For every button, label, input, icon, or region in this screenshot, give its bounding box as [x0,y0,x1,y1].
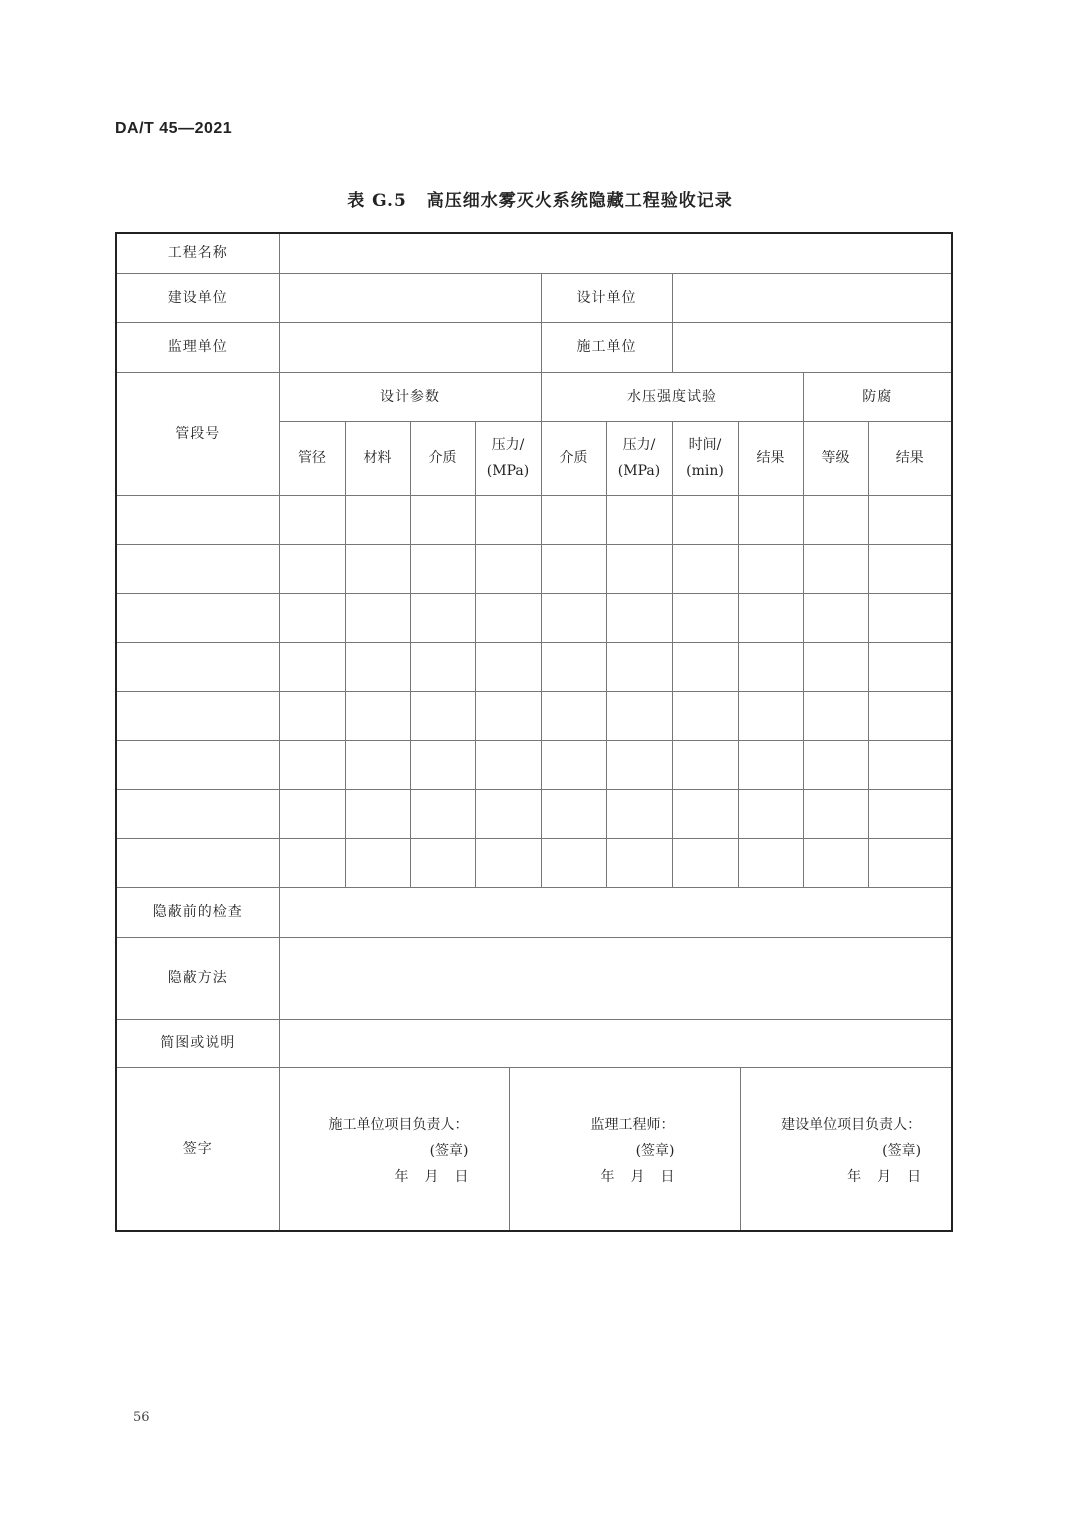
table-row [116,691,952,740]
table-cell[interactable] [672,789,738,838]
table-cell[interactable] [279,495,345,544]
signer-builder[interactable] [280,1068,509,1230]
table-cell[interactable] [868,838,952,887]
table-cell[interactable] [738,740,803,789]
sketch-label: 简图或说明 [116,1019,279,1067]
table-cell[interactable] [410,544,475,593]
project-name-field[interactable] [279,233,952,273]
signer-supervisor[interactable] [509,1068,740,1230]
table-cell[interactable] [116,544,279,593]
method-label: 隐蔽方法 [116,937,279,1019]
signer-date: 年 月 日 [847,1168,922,1185]
table-row [116,838,952,887]
standard-number: DA/T 45—2021 [115,120,233,137]
builder-unit-field[interactable] [672,322,952,372]
table-cell[interactable] [803,495,868,544]
table-cell[interactable] [475,740,541,789]
table-cell[interactable] [606,495,672,544]
table-cell[interactable] [868,691,952,740]
table-number: 表 G.5 [347,191,407,211]
signer-date: 年 月 日 [394,1168,469,1185]
sketch-field[interactable] [279,1019,952,1067]
table-cell[interactable] [868,642,952,691]
table-cell[interactable] [868,789,952,838]
table-cell[interactable] [738,544,803,593]
table-cell[interactable] [475,691,541,740]
table-row [116,495,952,544]
col-time-label: 时间/ [688,437,722,453]
table-cell[interactable] [541,691,606,740]
design-unit-label: 设计单位 [541,273,672,322]
table-cell[interactable] [803,740,868,789]
table-cell[interactable] [116,495,279,544]
pressure-test-header: 水压强度试验 [541,372,803,421]
table-cell[interactable] [672,642,738,691]
table-cell[interactable] [116,838,279,887]
table-cell[interactable] [279,838,345,887]
col-test-medium: 介质 [541,421,606,495]
table-row [116,593,952,642]
table-cell[interactable] [803,789,868,838]
table-cell[interactable] [410,593,475,642]
table-cell[interactable] [606,642,672,691]
table-row [116,740,952,789]
table-cell[interactable] [116,593,279,642]
table-cell[interactable] [606,544,672,593]
table-cell[interactable] [279,544,345,593]
table-cell[interactable] [345,838,410,887]
table-cell[interactable] [803,593,868,642]
table-cell[interactable] [738,691,803,740]
construction-unit-label: 建设单位 [116,273,279,322]
table-cell[interactable] [410,740,475,789]
table-cell[interactable] [541,838,606,887]
signer-role: 监理工程师： [590,1116,675,1133]
col-pressure [475,421,541,495]
table-cell[interactable] [803,838,868,887]
data-rows [116,495,952,887]
table-cell[interactable] [672,838,738,887]
table-row [116,544,952,593]
table-cell[interactable] [606,593,672,642]
table-cell[interactable] [672,740,738,789]
table-cell[interactable] [738,593,803,642]
design-params-header: 设计参数 [279,372,541,421]
table-cell[interactable] [116,642,279,691]
table-cell[interactable] [345,740,410,789]
anticorrosion-header: 防腐 [803,372,952,421]
table-cell[interactable] [672,495,738,544]
table-cell[interactable] [475,642,541,691]
table-cell[interactable] [672,691,738,740]
table-cell[interactable] [279,593,345,642]
table-cell[interactable] [345,691,410,740]
table-cell[interactable] [475,789,541,838]
table-cell[interactable] [345,789,410,838]
table-cell[interactable] [868,593,952,642]
table-cell[interactable] [868,495,952,544]
table-cell[interactable] [345,495,410,544]
signer-date: 年 月 日 [600,1168,675,1185]
table-row [116,789,952,838]
table-cell[interactable] [279,740,345,789]
table-cell[interactable] [672,593,738,642]
signer-seal: (签章) [635,1142,675,1159]
col-material: 材料 [345,421,410,495]
table-cell[interactable] [672,544,738,593]
table-cell[interactable] [475,544,541,593]
construction-unit-field[interactable] [279,273,541,322]
col-time-unit: (min) [686,463,724,479]
signature-area [279,1067,952,1231]
table-cell[interactable] [606,691,672,740]
col-test-pressure-label: 压力/ [622,437,656,453]
table-cell[interactable] [868,544,952,593]
pre-check-label: 隐蔽前的检查 [116,887,279,937]
table-cell[interactable] [541,642,606,691]
builder-unit-label: 施工单位 [541,322,672,372]
segment-no-header: 管段号 [116,372,279,495]
table-cell[interactable] [738,789,803,838]
col-diameter: 管径 [279,421,345,495]
project-name-label: 工程名称 [116,233,279,273]
supervision-unit-field[interactable] [279,322,541,372]
table-cell[interactable] [116,789,279,838]
table-cell[interactable] [868,740,952,789]
table-cell[interactable] [410,789,475,838]
table-cell[interactable] [606,838,672,887]
table-cell[interactable] [541,495,606,544]
pre-check-field[interactable] [279,887,952,937]
table-cell[interactable] [345,642,410,691]
col-time [672,421,738,495]
col-ac-result: 结果 [868,421,952,495]
table-cell[interactable] [279,691,345,740]
table-cell[interactable] [606,789,672,838]
table-cell[interactable] [279,642,345,691]
supervision-unit-label: 监理单位 [116,322,279,372]
table-cell[interactable] [738,642,803,691]
table-cell[interactable] [410,495,475,544]
signer-seal: (签章) [429,1142,469,1159]
table-cell[interactable] [738,495,803,544]
table-cell[interactable] [541,740,606,789]
acceptance-record-table [115,232,953,1232]
table-cell[interactable] [541,789,606,838]
table-cell[interactable] [541,593,606,642]
table-cell[interactable] [410,642,475,691]
signer-owner[interactable] [740,1068,952,1230]
table-cell[interactable] [345,544,410,593]
table-cell[interactable] [475,495,541,544]
table-cell[interactable] [541,544,606,593]
table-cell[interactable] [116,691,279,740]
method-field[interactable] [279,937,952,1019]
table-cell[interactable] [475,838,541,887]
col-pressure-unit: (MPa) [486,463,530,479]
col-test-pressure-unit: (MPa) [617,463,661,479]
table-cell[interactable] [606,740,672,789]
table-cell[interactable] [345,593,410,642]
table-cell[interactable] [803,691,868,740]
design-unit-field[interactable] [672,273,952,322]
table-cell[interactable] [410,838,475,887]
signer-role: 建设单位项目负责人： [781,1116,922,1133]
table-cell[interactable] [475,593,541,642]
table-title [0,186,1080,211]
signature-label: 签字 [116,1067,279,1231]
table-cell[interactable] [738,838,803,887]
table-cell[interactable] [279,789,345,838]
table-row [116,642,952,691]
table-cell[interactable] [116,740,279,789]
table-cell[interactable] [803,642,868,691]
table-cell[interactable] [803,544,868,593]
col-pressure-label: 压力/ [491,437,525,453]
page-number: 56 [133,1410,150,1425]
col-medium: 介质 [410,421,475,495]
signer-role: 施工单位项目负责人： [328,1116,469,1133]
table-cell[interactable] [410,691,475,740]
col-test-result: 结果 [738,421,803,495]
table-title-text: 高压细水雾灭火系统隐藏工程验收记录 [426,191,733,211]
col-test-pressure [606,421,672,495]
signer-seal: (签章) [882,1142,922,1159]
col-grade: 等级 [803,421,868,495]
